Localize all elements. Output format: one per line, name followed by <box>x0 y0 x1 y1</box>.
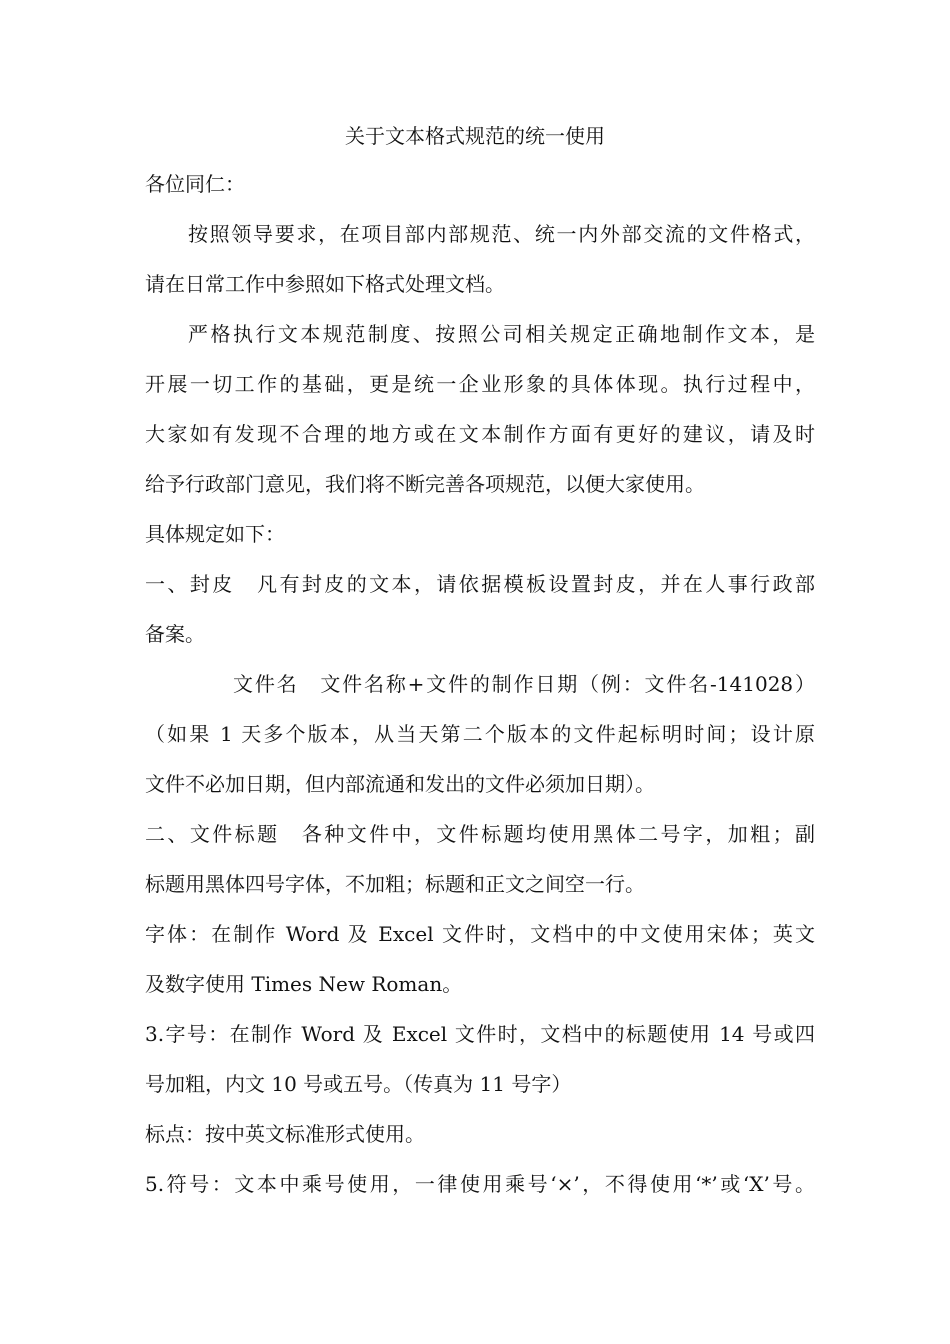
paragraph-line: 开展一切工作的基础，更是统一企业形象的具体体现。执行过程中， <box>145 372 815 396</box>
rule-line: 3.字号：在制作 Word 及 Excel 文件时，文档中的标题使用 14 号或四 <box>145 1022 815 1046</box>
rule-line: 文件名 文件名称+文件的制作日期（例：文件名-141028） <box>233 672 815 696</box>
rule-line: （如果 1 天多个版本，从当天第二个版本的文件起标明时间；设计原 <box>145 722 815 746</box>
rule-line: 二、文件标题 各种文件中，文件标题均使用黑体二号字，加粗；副 <box>145 822 815 846</box>
rule-line: 号加粗，内文 10 号或五号。（传真为 11 号字） <box>145 1072 572 1096</box>
paragraph-line: 请在日常工作中参照如下格式处理文档。 <box>145 272 505 296</box>
document-title: 关于文本格式规范的统一使用 <box>345 124 605 148</box>
rule-line: 5.符号：文本中乘号使用，一律使用乘号‘×’，不得使用‘*’或‘X’号。 <box>145 1172 815 1196</box>
rule-line: 字体：在制作 Word 及 Excel 文件时，文档中的中文使用宋体；英文 <box>145 922 815 946</box>
rule-line: 一、封皮 凡有封皮的文本，请依据模板设置封皮，并在人事行政部 <box>145 572 815 596</box>
paragraph-line: 严格执行文本规范制度、按照公司相关规定正确地制作文本，是 <box>188 322 815 346</box>
rule-line: 标题用黑体四号字体，不加粗；标题和正文之间空一行。 <box>145 872 645 896</box>
paragraph-line: 大家如有发现不合理的地方或在文本制作方面有更好的建议，请及时 <box>145 422 815 446</box>
rule-line: 文件不必加日期，但内部流通和发出的文件必须加日期）。 <box>145 772 655 796</box>
rule-line: 及数字使用 Times New Roman。 <box>145 972 463 996</box>
rule-line: 备案。 <box>145 622 205 646</box>
rule-line: 标点：按中英文标准形式使用。 <box>145 1122 425 1146</box>
paragraph-line: 按照领导要求，在项目部内部规范、统一内外部交流的文件格式， <box>188 222 815 246</box>
section-intro: 具体规定如下： <box>145 522 285 546</box>
paragraph-line: 给予行政部门意见，我们将不断完善各项规范，以便大家使用。 <box>145 472 705 496</box>
salutation: 各位同仁： <box>145 172 245 196</box>
